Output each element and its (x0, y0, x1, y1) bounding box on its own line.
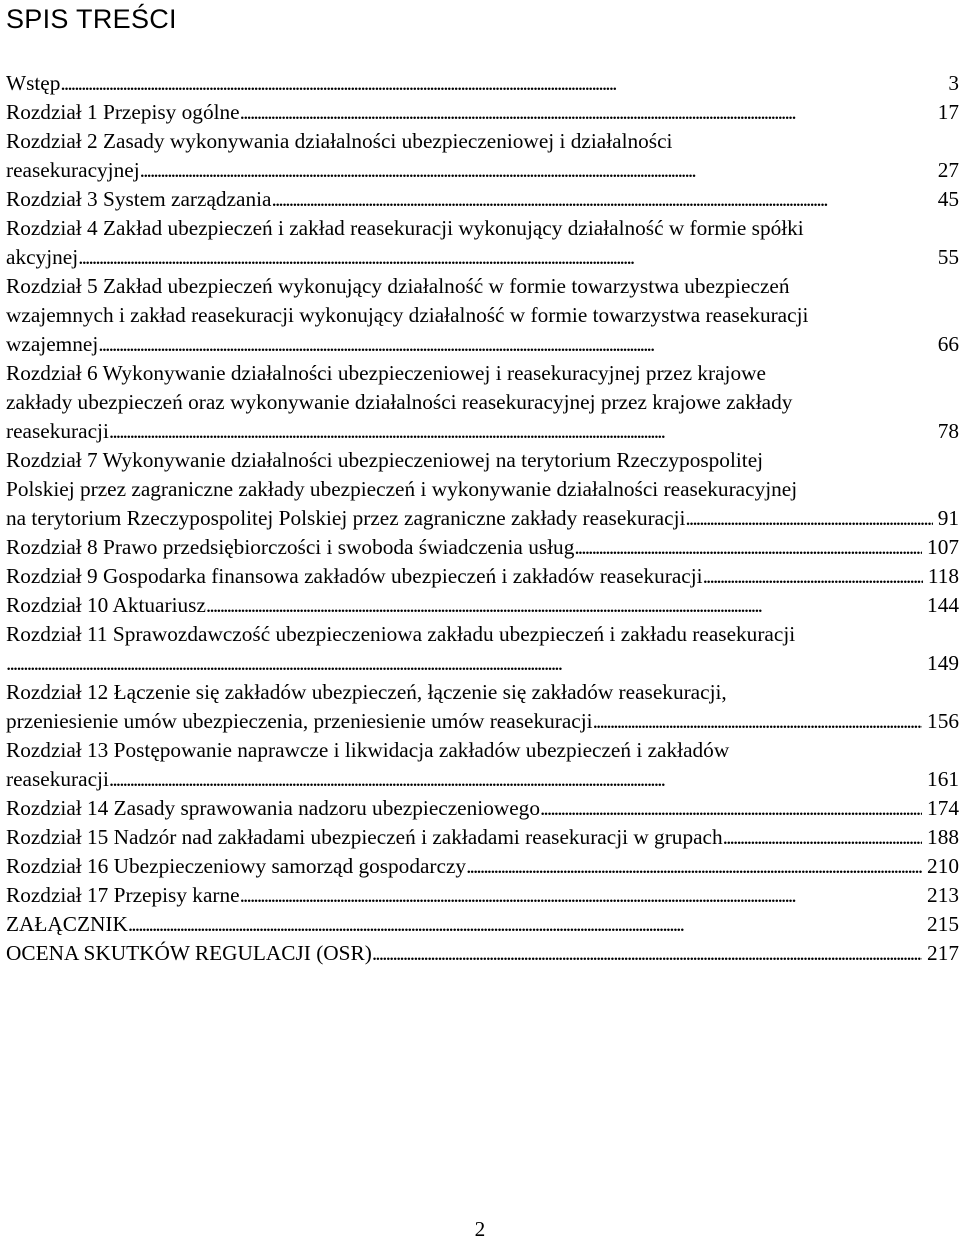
toc-entry-last-line (6, 910, 959, 939)
toc-page-number: 17 (937, 100, 959, 124)
toc-entry[interactable] (6, 881, 959, 910)
toc-entry-last-line (6, 707, 959, 736)
toc-entry[interactable] (6, 127, 959, 185)
toc-entry-last-line (6, 330, 959, 359)
toc-entry[interactable] (6, 272, 959, 359)
toc-page-number: 217 (927, 941, 959, 965)
toc-entry[interactable] (6, 359, 959, 446)
toc-entry-last-line (6, 852, 959, 881)
toc-page-number: 91 (937, 506, 959, 530)
toc-entry[interactable] (6, 852, 959, 881)
toc-page-number: 66 (937, 332, 959, 356)
toc-page-number: 78 (937, 419, 959, 443)
dot-leader (240, 881, 922, 910)
toc-entry-text: Rozdział 17 Przepisy karne (6, 883, 240, 907)
toc-entry-last-line (6, 243, 959, 272)
toc-page-number: 107 (927, 535, 959, 559)
dot-leader (372, 939, 922, 968)
toc-entry[interactable] (6, 591, 959, 620)
toc-entry-text: reasekuracji (6, 419, 109, 443)
toc-page-number: 27 (937, 158, 959, 182)
toc-page-number: 55 (937, 245, 959, 269)
toc-page-number: 149 (927, 651, 959, 675)
toc-entry-line: wzajemnych i zakład reasekuracji wykonujący działalność w formie towarzystwa reasekuracji (6, 303, 809, 327)
toc-entry-last-line (6, 417, 959, 446)
table-of-contents (6, 69, 959, 968)
toc-entry-last-line (6, 591, 959, 620)
toc-entry[interactable] (6, 185, 959, 214)
toc-entry-text: ZAŁĄCZNIK (6, 912, 128, 936)
toc-page-number: 188 (927, 825, 959, 849)
toc-page-number: 45 (937, 187, 959, 211)
toc-page-number: 3 (948, 71, 959, 95)
dot-leader (78, 243, 933, 272)
toc-entry[interactable] (6, 69, 959, 98)
toc-entry[interactable] (6, 620, 959, 678)
page-number: 2 (474, 1217, 486, 1241)
toc-entry-line: Rozdział 6 Wykonywanie działalności ubezpieczeniowej i reasekuracyjnej przez krajowe (6, 361, 766, 385)
toc-page-number: 118 (927, 564, 959, 588)
toc-entry-last-line (6, 533, 959, 562)
toc-entry-last-line (6, 69, 959, 98)
toc-entry-last-line (6, 794, 959, 823)
dot-leader (574, 533, 922, 562)
toc-entry-text: Rozdział 9 Gospodarka finansowa zakładów ubezpieczeń i zakładów reasekuracji (6, 564, 703, 588)
toc-page-number: 174 (927, 796, 959, 820)
toc-entry-line: Rozdział 5 Zakład ubezpieczeń wykonujący działalność w formie towarzystwa ubezpieczeń (6, 274, 790, 298)
dot-leader (593, 707, 922, 736)
dot-leader (685, 504, 932, 533)
toc-entry-text: Rozdział 1 Przepisy ogólne (6, 100, 240, 124)
toc-entry[interactable] (6, 533, 959, 562)
toc-entry-last-line (6, 649, 959, 678)
toc-entry-text: reasekuracji (6, 767, 109, 791)
toc-entry-line: Rozdział 2 Zasady wykonywania działalności ubezpieczeniowej i działalności (6, 129, 673, 153)
dot-leader (6, 649, 922, 678)
toc-entry-text: wzajemnej (6, 332, 99, 356)
toc-entry-last-line (6, 504, 959, 533)
toc-entry-last-line (6, 881, 959, 910)
toc-entry-last-line (6, 765, 959, 794)
toc-page-number: 144 (927, 593, 959, 617)
toc-entry-text: OCENA SKUTKÓW REGULACJI (OSR) (6, 941, 372, 965)
toc-entry-line: zakłady ubezpieczeń oraz wykonywanie działalności reasekuracyjnej przez krajowe zakłady (6, 390, 793, 414)
toc-entry-text: Rozdział 10 Aktuariusz (6, 593, 206, 617)
dot-leader (540, 794, 922, 823)
dot-leader (723, 823, 922, 852)
toc-entry[interactable] (6, 678, 959, 736)
toc-entry-text: Wstęp (6, 71, 61, 95)
toc-entry[interactable] (6, 794, 959, 823)
toc-entry[interactable] (6, 446, 959, 533)
dot-leader (272, 185, 933, 214)
toc-entry-last-line (6, 98, 959, 127)
toc-entry-line: Rozdział 11 Sprawozdawczość ubezpieczeniowa zakładu ubezpieczeń i zakładu reasekuracji (6, 622, 796, 646)
dot-leader (109, 417, 933, 446)
toc-entry[interactable] (6, 98, 959, 127)
toc-page-number: 210 (927, 854, 959, 878)
toc-entry-last-line (6, 562, 959, 591)
dot-leader (60, 69, 943, 98)
toc-entry-line: Rozdział 13 Postępowanie naprawcze i likwidacja zakładów ubezpieczeń i zakładów (6, 738, 730, 762)
toc-entry-last-line (6, 823, 959, 852)
toc-page-number: 213 (927, 883, 959, 907)
toc-page-number: 156 (927, 709, 959, 733)
toc-entry[interactable] (6, 214, 959, 272)
toc-entry-text: reasekuracyjnej (6, 158, 140, 182)
toc-entry-last-line (6, 185, 959, 214)
toc-entry[interactable] (6, 736, 959, 794)
page-title: SPIS TREŚCI (6, 4, 177, 34)
toc-entry[interactable] (6, 939, 959, 968)
dot-leader (206, 591, 922, 620)
dot-leader (128, 910, 922, 939)
toc-entry-text: akcyjnej (6, 245, 79, 269)
dot-leader (140, 156, 933, 185)
toc-entry-text: na terytorium Rzeczypospolitej Polskiej przez zagraniczne zakłady reasekuracji (6, 506, 686, 530)
dot-leader (466, 852, 922, 881)
dot-leader (98, 330, 932, 359)
toc-entry-text: Rozdział 16 Ubezpieczeniowy samorząd gospodarczy (6, 854, 467, 878)
dot-leader (703, 562, 923, 591)
toc-entry-line: Rozdział 7 Wykonywanie działalności ubezpieczeniowej na terytorium Rzeczypospolitej (6, 448, 764, 472)
toc-entry-text: Rozdział 14 Zasady sprawowania nadzoru ubezpieczeniowego (6, 796, 540, 820)
toc-entry-line: Rozdział 12 Łączenie się zakładów ubezpieczeń, łączenie się zakładów reasekuracji, (6, 680, 727, 704)
toc-page-number: 215 (927, 912, 959, 936)
toc-entry[interactable] (6, 562, 959, 591)
toc-entry-last-line (6, 939, 959, 968)
toc-entry[interactable] (6, 910, 959, 939)
toc-entry[interactable] (6, 823, 959, 852)
toc-entry-text: Rozdział 15 Nadzór nad zakładami ubezpieczeń i zakładami reasekuracji w grupach (6, 825, 723, 849)
toc-entry-text: przeniesienie umów ubezpieczenia, przeniesienie umów reasekuracji (6, 709, 593, 733)
toc-entry-line: Polskiej przez zagraniczne zakłady ubezpieczeń i wykonywanie działalności reasekuracyjnej (6, 477, 798, 501)
toc-entry-last-line (6, 156, 959, 185)
toc-entry-text: Rozdział 8 Prawo przedsiębiorczości i swoboda świadczenia usług (6, 535, 575, 559)
dot-leader (240, 98, 933, 127)
toc-entry-line: Rozdział 4 Zakład ubezpieczeń i zakład reasekuracji wykonujący działalność w formie spółki (6, 216, 804, 240)
dot-leader (109, 765, 922, 794)
toc-entry-text: Rozdział 3 System zarządzania (6, 187, 272, 211)
toc-page-number: 161 (927, 767, 959, 791)
